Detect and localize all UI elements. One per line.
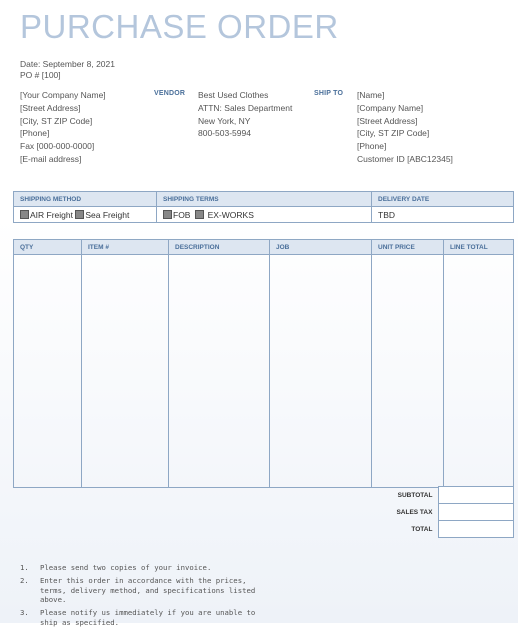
note-item bbox=[20, 608, 270, 628]
note-item bbox=[20, 576, 270, 605]
buyer-street: [Street Address] bbox=[20, 102, 81, 113]
subtotal-value[interactable] bbox=[439, 487, 514, 504]
total-label: TOTAL bbox=[411, 525, 433, 533]
shipto-company: [Company Name] bbox=[357, 102, 424, 113]
job-header: JOB bbox=[270, 240, 372, 255]
shipto-street: [Street Address] bbox=[357, 115, 418, 126]
delivery-date-value[interactable]: TBD bbox=[372, 207, 514, 223]
delivery-date-header: DELIVERY DATE bbox=[372, 192, 514, 207]
note-text: Please send two copies of your invoice. bbox=[40, 563, 212, 572]
line-total-column[interactable] bbox=[444, 255, 514, 488]
vendor-label: VENDOR bbox=[154, 90, 186, 97]
air-freight-checkbox[interactable] bbox=[20, 210, 29, 219]
shipto-name: [Name] bbox=[357, 90, 385, 100]
qty-header: QTY bbox=[14, 240, 82, 255]
note-text: Please notify us immediately if you are unable to ship as specified. bbox=[40, 608, 256, 627]
shipto-address bbox=[357, 89, 453, 166]
shipto-phone: [Phone] bbox=[357, 141, 387, 152]
shipping-method-cell bbox=[14, 207, 157, 223]
buyer-address bbox=[20, 89, 106, 166]
line-total-header: LINE TOTAL bbox=[444, 240, 514, 255]
totals-table bbox=[370, 486, 514, 538]
shipping-method-header: SHIPPING METHOD bbox=[14, 192, 157, 207]
buyer-fax: Fax [000-000-0000] bbox=[20, 141, 95, 152]
note-number: 1. bbox=[20, 563, 29, 572]
fob-label: FOB bbox=[173, 209, 191, 220]
unit-price-header: UNIT PRICE bbox=[372, 240, 444, 255]
fob-checkbox[interactable] bbox=[163, 210, 172, 219]
order-meta bbox=[20, 59, 115, 81]
note-number: 3. bbox=[20, 608, 29, 618]
description-header: DESCRIPTION bbox=[169, 240, 270, 255]
shipping-terms-header: SHIPPING TERMS bbox=[157, 192, 372, 207]
sales-tax-value[interactable] bbox=[439, 504, 514, 521]
note-item bbox=[20, 563, 270, 573]
qty-column[interactable] bbox=[14, 255, 82, 488]
line-items-table bbox=[13, 239, 514, 488]
vendor-phone: 800-503-5994 bbox=[198, 128, 251, 139]
sales-tax-label: SALES TAX bbox=[396, 508, 433, 516]
shipto-label: SHIP TO bbox=[314, 90, 344, 97]
ex-works-checkbox[interactable] bbox=[195, 210, 204, 219]
shipto-customer-id: Customer ID [ABC12345] bbox=[357, 153, 453, 164]
sea-freight-label: Sea Freight bbox=[85, 209, 130, 220]
item-number-column[interactable] bbox=[82, 255, 169, 488]
vendor-address bbox=[198, 89, 292, 140]
description-column[interactable] bbox=[169, 255, 270, 488]
air-freight-label: AIR Freight bbox=[30, 209, 73, 220]
note-text: Enter this order in accordance with the prices, terms, delivery method, and specifications listed above. bbox=[40, 575, 256, 605]
sea-freight-checkbox[interactable] bbox=[75, 210, 84, 219]
vendor-attn: ATTN: Sales Department bbox=[198, 102, 293, 113]
order-date: Date: September 8, 2021 bbox=[20, 59, 115, 69]
buyer-city: [City, ST ZIP Code] bbox=[20, 115, 93, 126]
po-number: PO # [100] bbox=[20, 70, 61, 80]
shipping-table bbox=[13, 191, 514, 223]
page-title: PURCHASE ORDER bbox=[20, 8, 339, 45]
vendor-city: New York, NY bbox=[198, 115, 251, 126]
total-value[interactable] bbox=[439, 521, 514, 538]
ex-works-label: EX-WORKS bbox=[207, 209, 254, 220]
shipto-city: [City, ST ZIP Code] bbox=[357, 128, 430, 139]
item-number-header: ITEM # bbox=[82, 240, 169, 255]
buyer-phone: [Phone] bbox=[20, 128, 50, 139]
vendor-name: Best Used Clothes bbox=[198, 90, 269, 100]
shipping-terms-cell bbox=[157, 207, 372, 223]
unit-price-column[interactable] bbox=[372, 255, 444, 488]
note-number: 2. bbox=[20, 575, 29, 585]
notes-list bbox=[20, 563, 270, 631]
buyer-company: [Your Company Name] bbox=[20, 90, 106, 100]
buyer-email: [E-mail address] bbox=[20, 153, 82, 164]
job-column[interactable] bbox=[270, 255, 372, 488]
subtotal-label: SUBTOTAL bbox=[397, 491, 433, 499]
